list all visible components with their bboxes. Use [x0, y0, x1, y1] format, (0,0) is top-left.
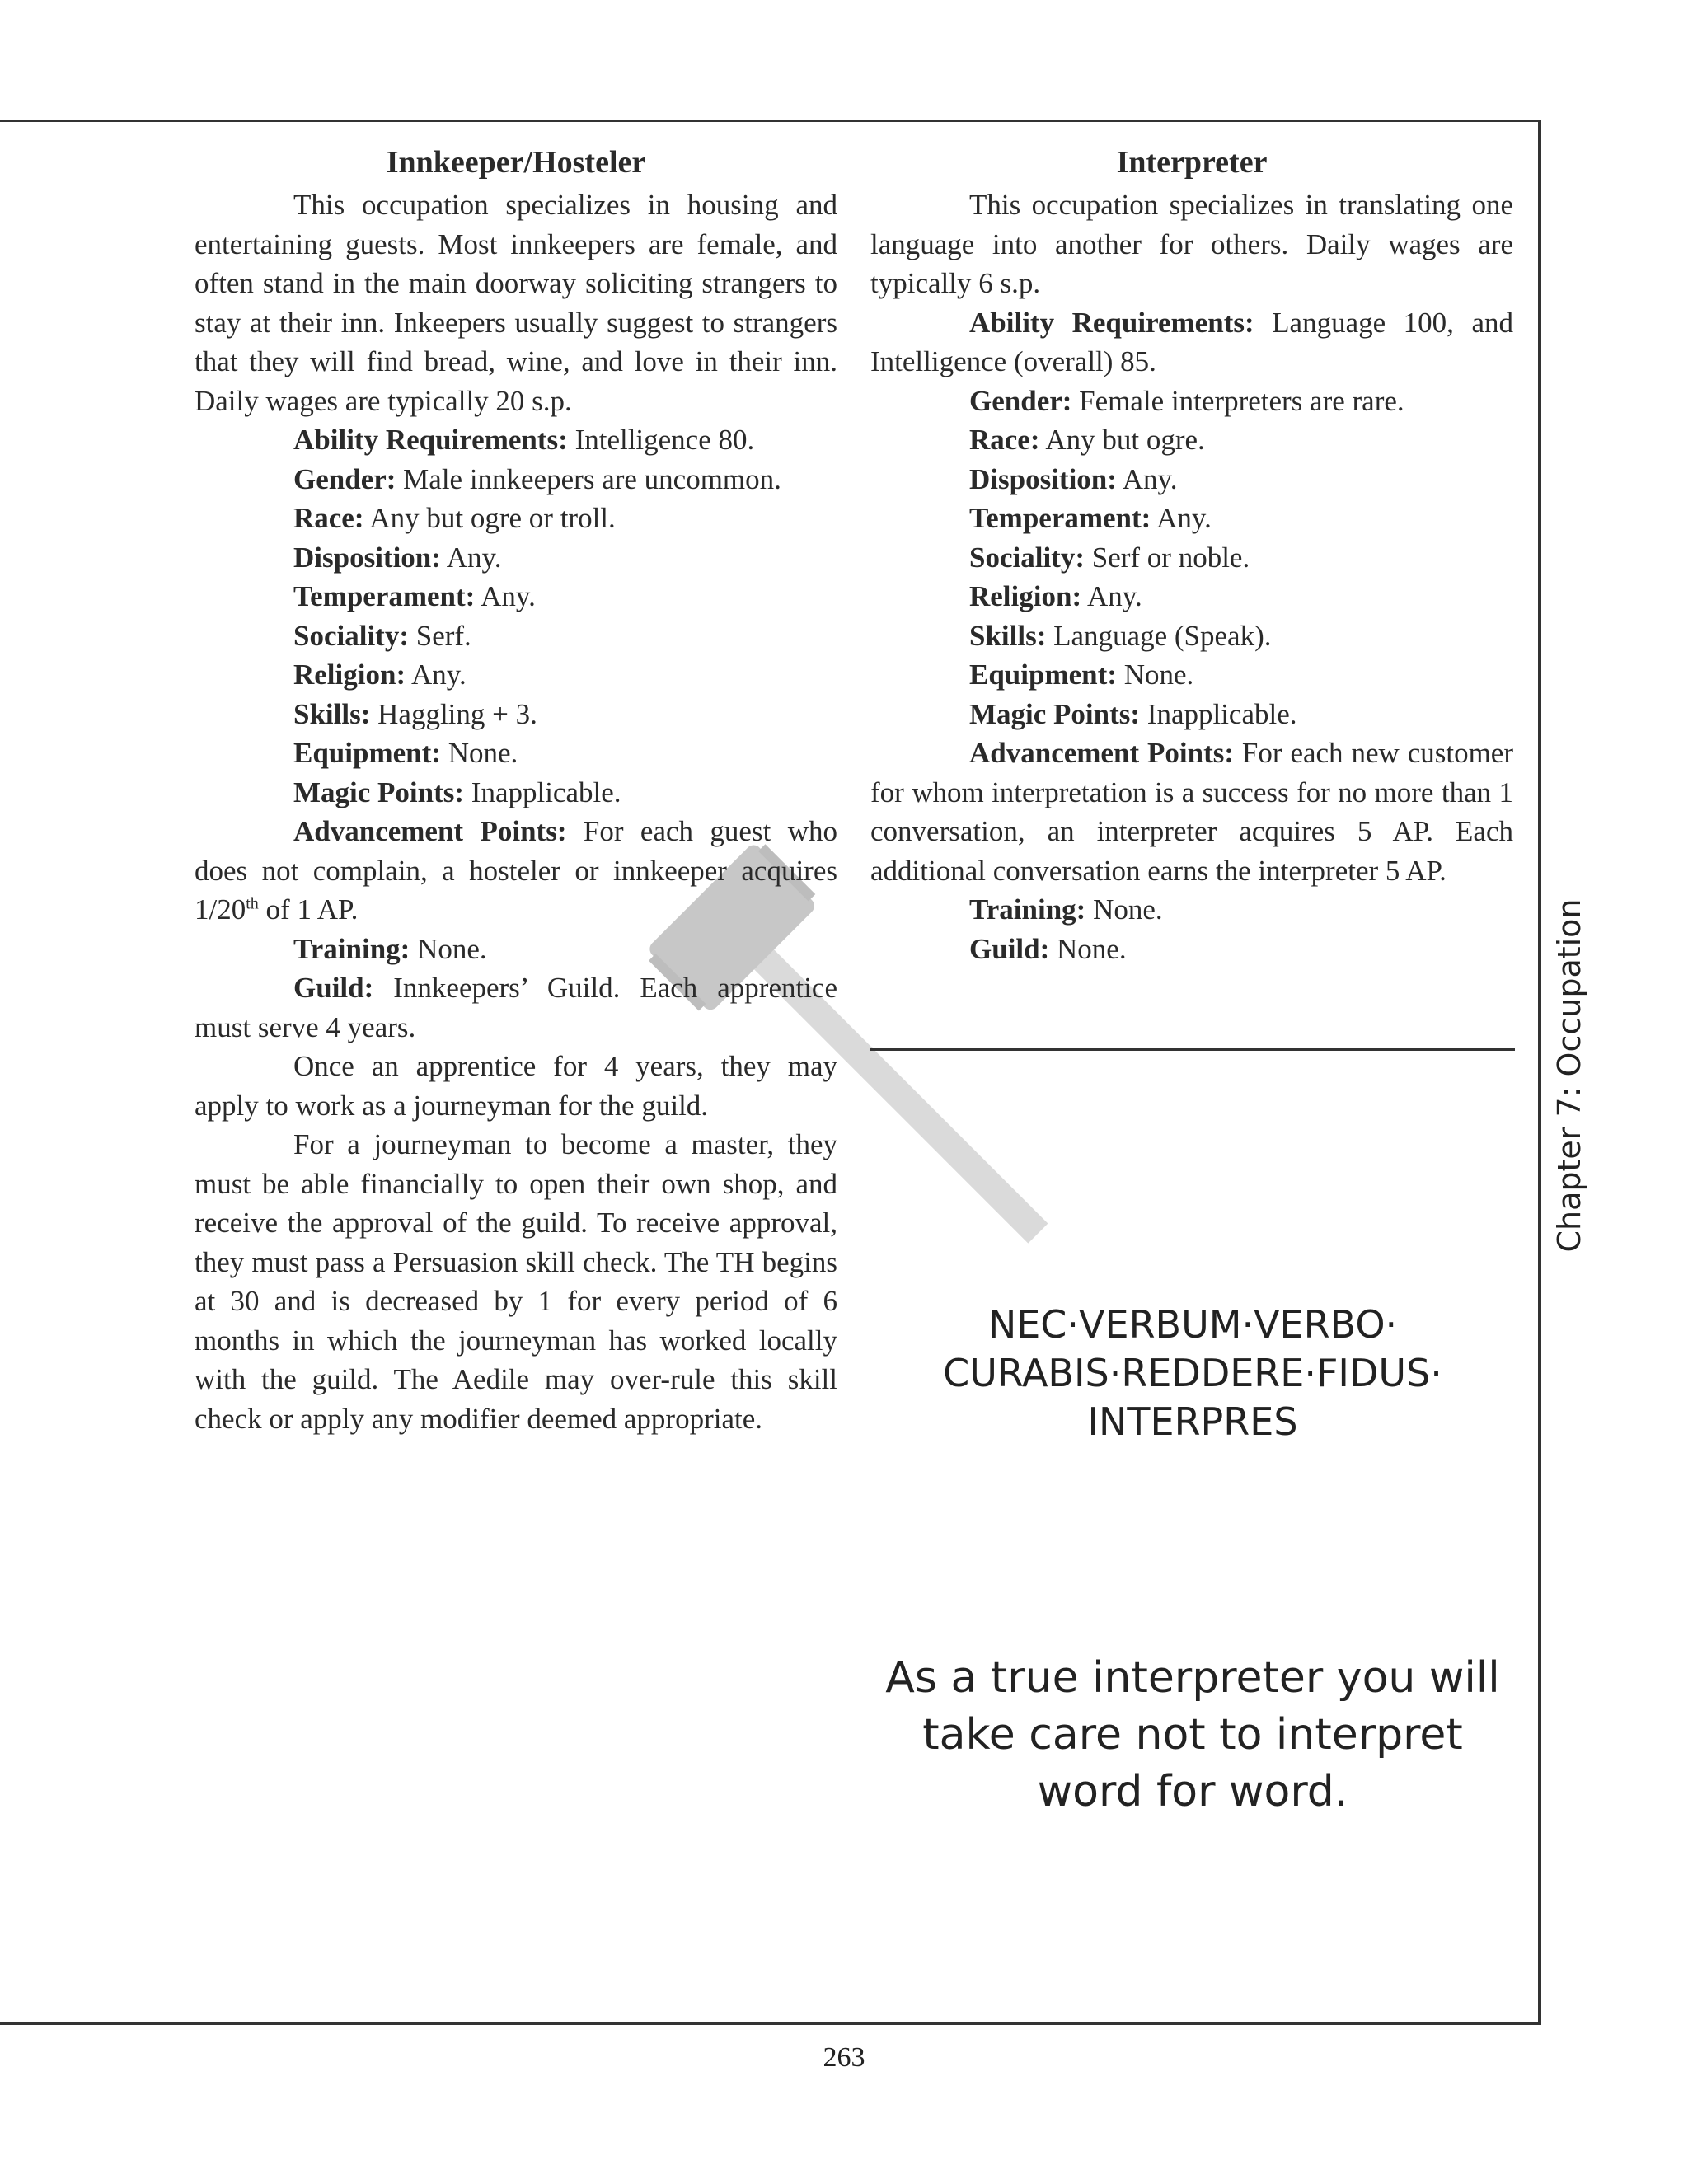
chapter-tab — [1543, 890, 1596, 1261]
journeyman-paragraph: Once an apprentice for 4 years, they may apply to work as a journeyman for the guild. — [195, 1050, 837, 1122]
interpreter-race: Race: Any but ogre. — [969, 424, 1205, 456]
innkeeper-disposition: Disposition: Any. — [293, 541, 502, 574]
translation-line: word for word. — [1037, 1767, 1348, 1816]
interpreter-ability: Ability Requirements: Language 100, and Intelligence (overall) 85. — [870, 306, 1514, 377]
interpreter-magic-points: Magic Points: Inapplicable. — [969, 697, 1297, 730]
innkeeper-advancement: Advancement Points: For each guest who does not complain, a hosteler or innkeeper acquires 1/20th of 1 AP. — [195, 815, 837, 926]
interpreter-sociality: Sociality: Serf or noble. — [969, 541, 1250, 574]
interpreter-heading: Interpreter — [1116, 145, 1268, 180]
page-number: 263 — [823, 2042, 865, 2073]
interpreter-advancement: Advancement Points: For each new customer for whom interpretation is a success for no more than 1 conversation, an interpreter acquires 5 AP. Each additional conversation earns the interpreter 5 AP. — [870, 737, 1513, 887]
master-paragraph: For a journeyman to become a master, they must be able financially to open their own shop, and receive the approval of the guild. To receive approval, they must pass a Persuasion skill check. The TH begins at 30 and is decreased by 1 for every period of 6 months in which the journeyman has worked locally with the guild. The Aedile may over-rule this skill check or apply any modifier deemed appropriate. — [195, 1128, 837, 1435]
page-frame-top — [0, 120, 1541, 122]
innkeeper-gender: Gender: Male innkeepers are uncommon. — [293, 462, 781, 495]
interpreter-guild: Guild: None. — [969, 932, 1127, 965]
innkeeper-intro: This occupation specializes in housing and entertaining guests. Most innkeepers are female, and often stand in the main doorway soliciting strangers to stay at their inn. Inkeepers usually suggest to strangers that they will find bread, wine, and love in their inn. Daily wages are typically 20 s.p. — [195, 189, 837, 417]
section-divider — [870, 1048, 1515, 1051]
interpreter-skills: Skills: Language (Speak). — [969, 619, 1272, 652]
innkeeper-training: Training: None. — [293, 932, 487, 965]
page-frame-bottom — [0, 2022, 1541, 2025]
latin-quote-line: CURABIS·REDDERE·FIDUS· — [943, 1351, 1442, 1395]
latin-quote-line: INTERPRES — [1087, 1399, 1298, 1444]
quote-translation — [870, 1650, 1515, 1821]
innkeeper-equipment: Equipment: None. — [293, 737, 518, 769]
interpreter-intro: This occupation specializes in translating one language into another for others. Daily wages are typically 6 s.p. — [870, 189, 1513, 299]
translation-line: As a true interpreter you will — [885, 1653, 1500, 1703]
page-frame-right — [1538, 120, 1541, 2025]
innkeeper-heading: Innkeeper/Hosteler — [386, 145, 646, 180]
innkeeper-magic-points: Magic Points: Inapplicable. — [293, 776, 621, 808]
innkeeper-column — [195, 142, 837, 1438]
interpreter-temperament: Temperament: Any. — [969, 502, 1212, 534]
innkeeper-sociality: Sociality: Serf. — [293, 619, 471, 652]
translation-line: take care not to interpret — [922, 1710, 1463, 1760]
latin-quote — [870, 1301, 1515, 1446]
innkeeper-temperament: Temperament: Any. — [293, 580, 536, 612]
interpreter-equipment: Equipment: None. — [969, 658, 1194, 691]
chapter-tab-label: Chapter 7: Occupation — [1551, 898, 1587, 1253]
innkeeper-religion: Religion: Any. — [293, 658, 467, 691]
latin-quote-line: NEC·VERBUM·VERBO· — [987, 1302, 1398, 1347]
interpreter-column — [870, 142, 1513, 968]
interpreter-religion: Religion: Any. — [969, 580, 1142, 612]
innkeeper-race: Race: Any but ogre or troll. — [293, 502, 616, 534]
innkeeper-guild: Guild: Innkeepers’ Guild. Each apprentice must serve 4 years. — [195, 972, 837, 1043]
innkeeper-skills: Skills: Haggling + 3. — [293, 697, 537, 730]
innkeeper-ability: Ability Requirements: Intelligence 80. — [293, 424, 755, 456]
interpreter-gender: Gender: Female interpreters are rare. — [969, 384, 1404, 417]
interpreter-disposition: Disposition: Any. — [969, 462, 1178, 495]
interpreter-training: Training: None. — [969, 893, 1163, 926]
